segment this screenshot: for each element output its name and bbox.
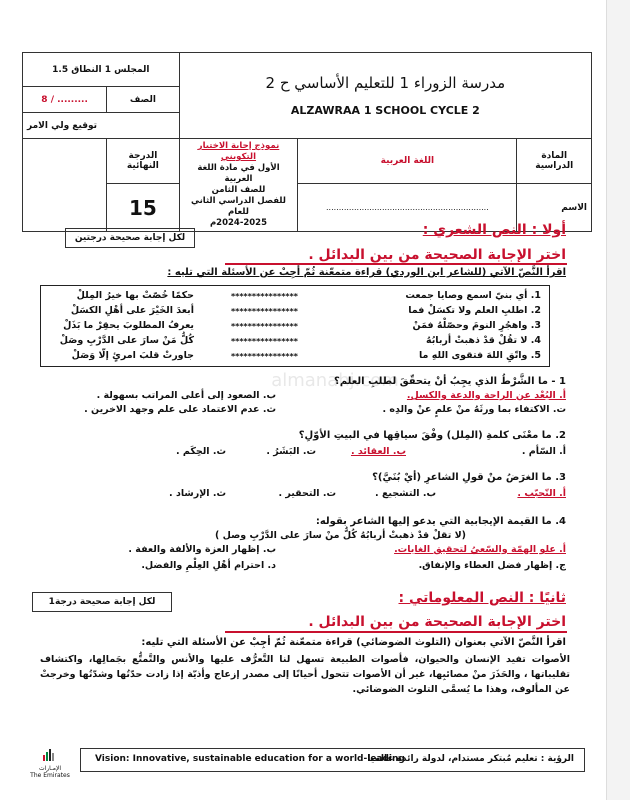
vision-en: Vision: Innovative, sustainable education for a world-leading: [95, 754, 405, 764]
poem-line: 2. اطلبِ العلم ولا تكسَلْ فما: [408, 305, 541, 316]
school-name-ar: مدرسة الزوراء 1 للتعليم الأساسي ح 2: [265, 74, 506, 92]
logo-text-ar: الإمـارات: [38, 765, 62, 772]
q3-option-c[interactable]: ت. التحقير .: [278, 488, 336, 499]
poem-line: 4. لا تقُلْ قدْ ذهبتْ أربابُهُ: [425, 335, 541, 346]
section2-reading: اقرأ النَّصّ الآتي بعنوان (التلوث الضوضائي) قراءة متمعّنة ثُمّ أجِبْ عن الأسئلة التي تليه:: [141, 637, 566, 648]
section2-underline: [225, 631, 567, 633]
watermark: almanahj.com: [271, 370, 399, 391]
section1-instruction: اختر الإجابة الصحيحة من بين البدائل .: [308, 247, 566, 263]
q2-option-d[interactable]: ث. الحِكَم .: [175, 446, 226, 457]
poem-line: 5. واتّقِ اللهَ فتقوى اللهِ ما: [418, 350, 541, 361]
exam-title-1: نموذج إجابة الاختبار التكويني: [197, 141, 280, 162]
grade-value: 15: [107, 184, 179, 232]
q3-question: 3. ما الغرَضُ منْ قولِ الشاعرِ (أيْ بُنَيَّ)؟: [372, 472, 566, 483]
section2-points-box: لكل إجابة صحيحة درجة1: [32, 592, 172, 612]
q4-option-b[interactable]: ب. إظهار العزة والألفة والعفة .: [128, 544, 276, 555]
council-cell: [23, 53, 180, 87]
logo-text-en: The Emirates: [30, 772, 70, 779]
subject-label: المادة الدراسية: [517, 139, 592, 184]
name-label: الاسم: [517, 184, 592, 232]
exam-title-4: للفصل الدراسي الثاني للعام: [190, 196, 286, 217]
parent-signature: توقيع ولي الامر: [23, 113, 180, 139]
poem-line: 3. واهجُرِ النومَ وحصّلْهُ فمَنْ: [412, 320, 541, 331]
poem-stars: ****************: [231, 352, 298, 361]
poem-stars: ****************: [231, 292, 298, 301]
vision-footer: [80, 748, 585, 772]
q3-option-a[interactable]: أ. التّحبّب .: [517, 488, 566, 499]
q1-option-c[interactable]: ت. الاكتفاء بما ورثَهُ منْ علمٍ عنْ والدِه .: [382, 404, 566, 415]
poem-second-half: أبعدَ الخَيْرَ على أهْلِ الكسَلْ: [70, 305, 194, 316]
poem-line: 1. أي بنيّ اسمع وصايا جمعت: [405, 290, 541, 301]
poem-second-half: حكمًا خُصّتْ بها خيرُ المِللْ: [76, 290, 194, 301]
q2-option-a[interactable]: أ. السّأم .: [521, 446, 566, 457]
right-scrollbar-strip[interactable]: [606, 0, 630, 800]
section1-title: أولا : النص الشعري :: [422, 222, 566, 238]
exam-title-cell: [179, 139, 298, 232]
q3-option-b[interactable]: ب. التشجيع .: [375, 488, 436, 499]
q4-verse: (لا تقلْ قدْ ذهبتْ أربابُهُ كُلُّ منْ سارَ على الدَّرْبِ وصل ): [215, 530, 466, 541]
q4-option-a[interactable]: أ. علو الهمّة والسّعيُ لتحقيق الغايات.: [394, 544, 566, 555]
section1-points-box: لكل إجابة صحيحة درجتين: [65, 228, 195, 248]
name-dots: ................................................................: [298, 184, 517, 232]
vision-ar: الرؤية : تعليم مُبتكر مستدام، لدولة رائدة عالميا: [367, 754, 574, 764]
poem-second-half: يعرفُ المطلوبَ يحقِرْ ما بَذَلْ: [63, 320, 194, 331]
header-table: [22, 52, 592, 232]
class-value: 8 / .........: [23, 87, 107, 113]
q1-option-d[interactable]: ث. عدم الاعتماد على علم وجهد الاخرين .: [84, 404, 276, 415]
q3-option-d[interactable]: ث. الإرشاد .: [169, 488, 226, 499]
q2-option-c[interactable]: ت. البَشَرُ .: [266, 446, 316, 457]
grade-label: الدرجة النهائية: [107, 139, 179, 184]
emirates-logo-icon: [43, 749, 57, 761]
q4-option-d[interactable]: د. احترام أهْلِ العِلْمِ والفضل.: [141, 560, 276, 571]
school-cell: [179, 53, 591, 139]
emirates-logo: [30, 746, 70, 779]
subject-value: اللغة العربية: [298, 139, 517, 184]
poem-stars: ****************: [231, 322, 298, 331]
school-name-en: ALZAWRAA 1 SCHOOL CYCLE 2: [290, 104, 480, 117]
q4-question: 4. ما القيمة الإيجابية التي يدعو إليها الشاعر بقوله:: [315, 516, 566, 527]
q4-option-c[interactable]: ج. إظهار فضل العطاء والإنفاق.: [418, 560, 566, 571]
poem-stars: ****************: [231, 337, 298, 346]
q1-option-a[interactable]: أ. البُعْد عن الراحة والدعة والكسل.: [406, 390, 566, 401]
q2-option-b[interactable]: ب. العقائد .: [350, 446, 406, 457]
section2-paragraph: الأصوات تفيد الإنسان والحيوان، فأصوات الطبيعة تسهل لنا التَّعرُّف عليها والأنس والتَّمتُّع بجَمالِها، واكتشاف تقليباتها ، والحَذَرَ منْ مصائبِها، غير أن الأصوات تتحول أحيانًا إلى مصدر إزعاج وأذيّة إذا زادت حدّتُها وشدّتُها وخرجتْ عن المألوف، وهذا ما يُسمَّى التلوث الضوضائي.: [40, 654, 570, 695]
class-label: الصف: [107, 87, 179, 113]
section2-title: ثانيًا : النص المعلوماتي :: [398, 590, 566, 606]
section2-instruction: اختر الإجابة الصحيحة من بين البدائل .: [308, 614, 566, 630]
poem-box: [40, 285, 550, 367]
section1-reading: اقرأ النَّصّ الآتي (للشاعر ابن الوردي) قراءة متمعّنة ثُمّ أجِبْ عن الأسئلة التي تليه :: [167, 267, 566, 278]
poem-second-half: جاورتْ قلبَ امرئٍ إلّا وَصَلْ: [71, 350, 194, 361]
section1-underline: [225, 263, 567, 265]
q1-option-b[interactable]: ب. الصعود إلى أعلى المراتب بسهولة .: [96, 390, 276, 401]
exam-title-5: 2024-2025م: [209, 218, 268, 228]
exam-title-3: للصف الثامن: [211, 185, 266, 195]
poem-second-half: كُلُّ مَنْ سارَ على الدَّرْبِ وصَلْ: [59, 335, 194, 346]
exam-title-2: الأول في مادة اللغة العربية: [197, 163, 280, 184]
council-text: المجلس 1 النطاق 1.5: [52, 64, 150, 75]
poem-stars: ****************: [231, 307, 298, 316]
q1-question: 1 - ما الشَّرْطُ الذي يجِبُ أنْ يتحقّقَ لطلبِ العلم؟: [334, 376, 566, 387]
q2-question: 2. ما معْنَى كلمةِ (المِلل) وفْقَ سياقِها في البيتِ الأوّلِ؟: [298, 430, 566, 441]
